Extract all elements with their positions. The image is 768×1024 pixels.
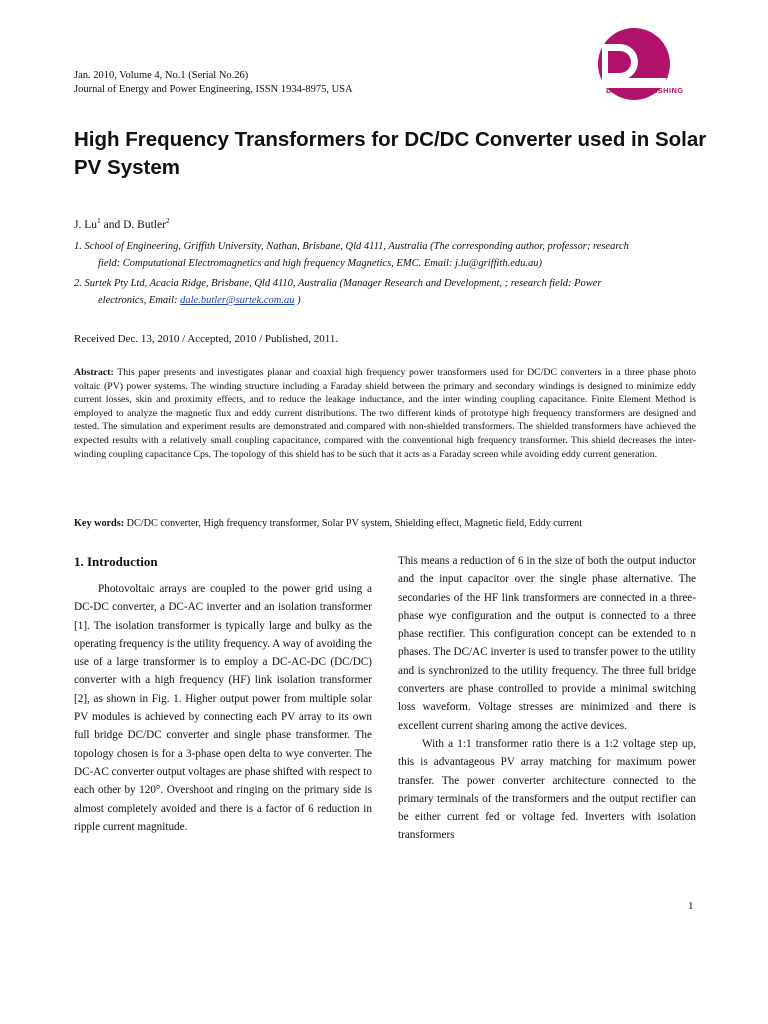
- affiliation-2-line-1: 2. Surtek Pty Ltd, Acacia Ridge, Brisbane, Qld 4110, Australia (Manager Research and Development, ; research field: Power: [74, 278, 602, 289]
- author-2: and D. Butler: [100, 218, 166, 231]
- affiliation-2: [74, 275, 696, 309]
- author-1: J. Lu: [74, 218, 97, 231]
- author-1-affiliation-mark: 1: [97, 216, 101, 225]
- affiliation-1-line-1: 1. School of Engineering, Griffith University, Nathan, Brisbane, Qld 4111, Australia (The corresponding author, professor; research: [74, 241, 629, 252]
- abstract-text: This paper presents and investigates planar and coaxial high frequency power transformers used for DC/DC converters in a three phase photo voltaic (PV) power systems. The winding structure including a Faraday shield between the primary and secondary windings is designed to minimize eddy current losses, skin and proximity effects, and to reduce the leakage inductance, and the inter winding coupling capacitance. Finite Element Method is employed to analyze the magnetic flux and eddy current distributions. The two different kinds of prototype high frequency transformers are designed and tested. The simulation and experiment results are demonstrated and compared with non-shielded transformers. The shielded transformers have achieved the expected results with a relatively small coupling capacitance, compared with the conventional high frequency transformer. This shield decreases the inter-winding coupling capacitance Cps. The topology of this shield has to be such that it acts as a Faraday screen while avoiding eddy current generation.: [74, 367, 696, 460]
- affiliation-1: [74, 238, 696, 272]
- abstract-label: Abstract:: [74, 367, 114, 378]
- author-email-link[interactable]: dale.butler@surtek.com.au: [180, 295, 295, 306]
- left-column: [74, 552, 372, 836]
- author-line: [74, 216, 170, 231]
- keywords-text: DC/DC converter, High frequency transformer, Solar PV system, Shielding effect, Magnetic field, Eddy current: [124, 518, 583, 529]
- affiliation-2-prefix: electronics, Email:: [98, 295, 181, 306]
- keywords-label: Key words:: [74, 518, 125, 529]
- paragraph: With a 1:1 transformer ratio there is a 1:2 voltage step up, this is advantageous PV array matching for maximum power transfer. The power converter architecture connected to the primary terminals of the transformers and the output rectifier can be either current fed or voltage fed. Inverters with isolation transformers: [398, 737, 696, 842]
- affiliation-1-line-2: field: Computational Electromagnetics and high frequency Magnetics, EMC. Email: j.lu@griffith.edu.au): [98, 258, 542, 269]
- keywords: [74, 518, 696, 529]
- abstract: [74, 366, 696, 461]
- affiliation-2-line-2: [74, 292, 696, 309]
- journal-header: [74, 69, 353, 97]
- right-column: [398, 552, 696, 845]
- section-heading: 1. Introduction: [74, 554, 158, 569]
- paragraph: Photovoltaic arrays are coupled to the power grid using a DC-DC converter, a DC-AC inverter and an isolation transformer [1]. The isolation transformer is typically large and bulky as the operating frequency is the utility frequency. A way of avoiding the use of a large transformer is to employ a DC-AC-DC (DC/DC) converter with a high frequency (HF) link isolation transformer [2], as shown in Fig. 1. Higher output power from multiple solar PV modules is achieved by connecting each PV array to its own full bridge DC/DC converter and single phase transformer. The topology chosen is for a 3-phase open delta to wye converter. The DC-AC converter output voltages are phase shifted with respect to each other by 120°. Overshoot and ringing on the primary side is almost completely avoided and there is a factor of 6 reduction in ripple current magnitude.: [74, 583, 372, 833]
- affiliation-2-suffix: ): [294, 295, 301, 306]
- journal-name: Journal of Energy and Power Engineering, ISSN 1934-8975, USA: [74, 84, 353, 95]
- paragraph: This means a reduction of 6 in the size of both the output inductor and the input capacitor over the single phase alternative. The secondaries of the HF link transformers are connected in a three-phase wye configuration and the output is connected to a three phase rectifier. This configuration concept can be extended to n phases. The DC/AC inverter is used to transfer power to the utility and is synchronized to the utility frequency. The three full bridge converters are phase controlled to provide a minimal switching loss waveform. Voltage stresses are minimized and there is excellent current sharing among the active devices.: [398, 555, 696, 732]
- author-2-affiliation-mark: 2: [165, 216, 170, 225]
- page-number: 1: [688, 900, 694, 912]
- paper-title: High Frequency Transformers for DC/DC Converter used in Solar PV System: [74, 128, 707, 179]
- publisher-logo-text: DAVID PUBLISHING: [606, 86, 684, 95]
- journal-issue: Jan. 2010, Volume 4, No.1 (Serial No.26): [74, 70, 249, 81]
- received-dates: Received Dec. 13, 2010 / Accepted, 2010 / Published, 2011.: [74, 333, 339, 345]
